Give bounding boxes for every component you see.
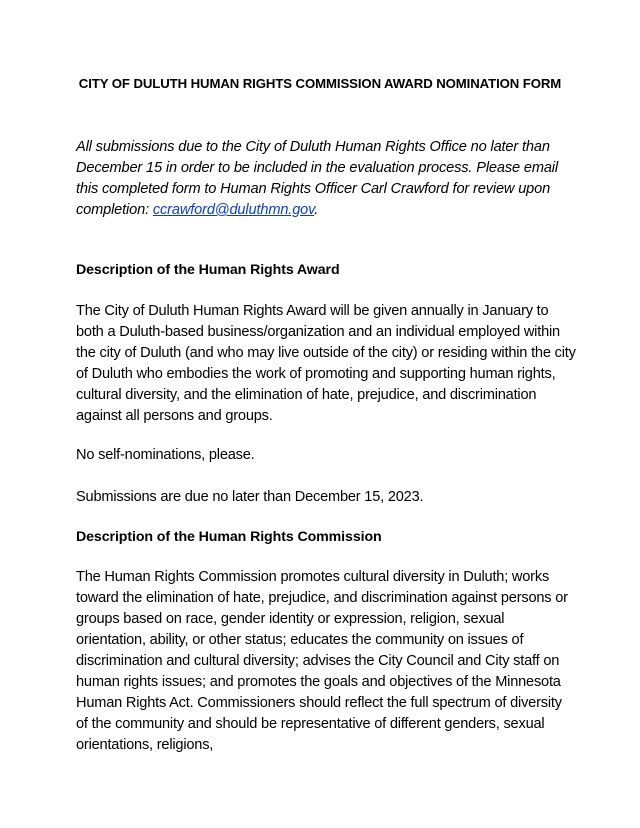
intro-text: All submissions due to the City of Duluth Human Rights Office no later than December 15 in order to be included in the evaluation process. Please email this completed form to Human Rights Officer Carl Crawford for review upon completion: [76,139,558,218]
self-nomination-note: No self-nominations, please. [76,447,255,463]
due-date-note: Submissions are due no later than December 15, 2023. [76,489,424,505]
commission-section-heading: Description of the Human Rights Commission [76,529,382,545]
form-title: CITY OF DULUTH HUMAN RIGHTS COMMISSION AWARD NOMINATION FORM [78,76,562,91]
email-link[interactable]: ccrawford@duluthmn.gov [152,202,315,218]
award-section-heading: Description of the Human Rights Award [76,262,340,278]
award-description-paragraph: The City of Duluth Human Rights Award will be given annually in January to both a Duluth-based business/organization and an individual employed within the city of Duluth (and who may live outside of the city) or residing within the city of Duluth who embodies the work of promoting and supporting human rights, cultural diversity, and the elimination of hate, prejudice, and discrimination against all persons and groups. [76,303,576,424]
submission-instructions: All submissions due to the City of Duluth Human Rights Office no later than December 15 in order to be included in the evaluation process. Please email this completed form to Human Rights Officer Carl Crawford for review upon completion: ccrawford@duluthmn.gov. [76,139,558,218]
commission-description-paragraph: The Human Rights Commission promotes cultural diversity in Duluth; works toward the elimination of hate, prejudice, and discrimination against persons or groups based on race, gender identity or expression, religion, sexual orientation, ability, or other status; educates the community on issues of discrimination and cultural diversity; advises the City Council and City staff on human rights issues; and promotes the goals and objectives of the Minnesota Human Rights Act. Commissioners should reflect the full spectrum of diversity of the community and should be representative of different genders, sexual orientations, religions, [76,569,568,753]
